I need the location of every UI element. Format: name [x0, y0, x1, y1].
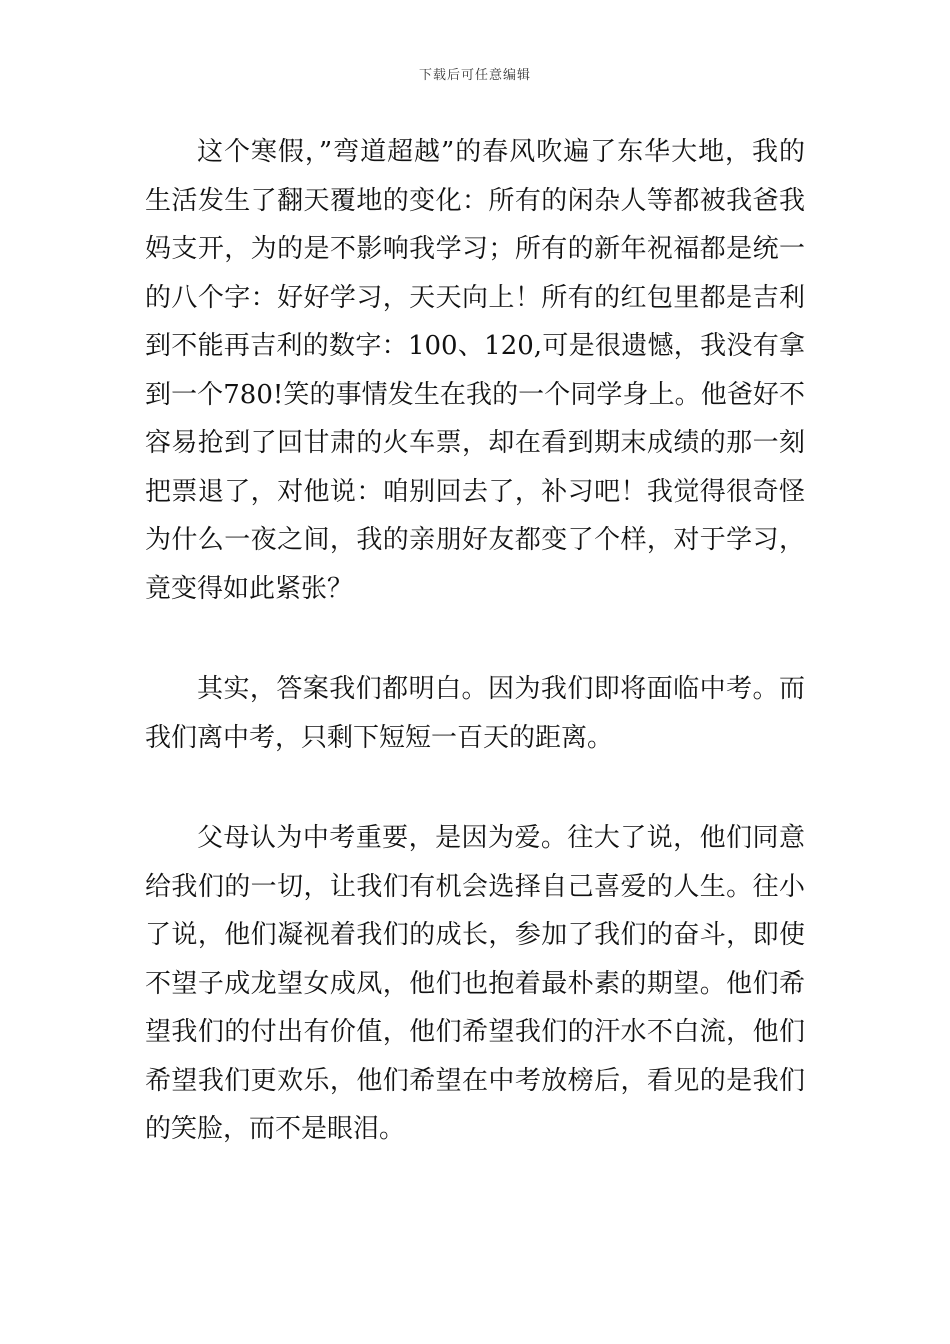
paragraph-winter-break: 这个寒假，”弯道超越”的春风吹遍了东华大地，我的生活发生了翻天覆地的变化：所有的闲杂人等都被我爸我妈支开，为的是不影响我学习；所有的新年祝福都是统一的八个字：好好学习，天天向上！所有的红包里都是吉利到不能再吉利的数字：100、120,可是很遗憾，我没有拿到一个780!笑的事情发生在我的一个同学身上。他爸好不容易抢到了回甘肃的火车票，却在看到期末成绩的那一刻把票退了，对他说：咱别回去了，补习吧！我觉得很奇怪为什么一夜之间，我的亲朋好友都变了个样，对于学习，竟变得如此紧张？ [145, 137, 805, 604]
paragraph-answer: 其实，答案我们都明白。因为我们即将面临中考。而我们离中考，只剩下短短一百天的距离。 [145, 674, 805, 753]
page-header-note: 下载后可任意编辑 [418, 68, 531, 83]
document-body [145, 128, 805, 1154]
paragraph-parents-love: 父母认为中考重要，是因为爱。往大了说，他们同意给我们的一切，让我们有机会选择自己喜爱的人生。往小了说，他们凝视着我们的成长，参加了我们的奋斗，即使不望子成龙望女成凤，他们也抱着最朴素的期望。他们希望我们的付出有价值，他们希望我们的汗水不白流，他们希望我们更欢乐，他们希望在中考放榜后，看见的是我们的笑脸，而不是眼泪。 [145, 823, 805, 1144]
